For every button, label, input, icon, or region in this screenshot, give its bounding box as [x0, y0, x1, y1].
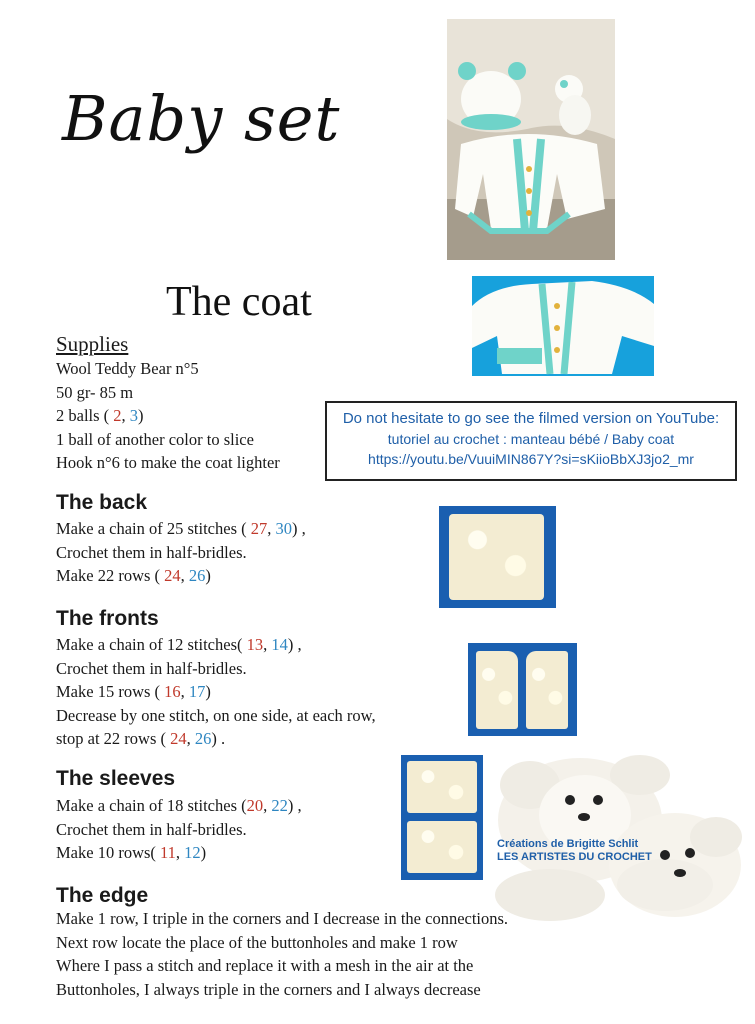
instruction-line: Make a chain of 18 stitches (20, 22) , [56, 796, 302, 815]
instruction-line: Make 22 rows ( 24, 26) [56, 566, 211, 585]
page-title: Baby set [62, 82, 341, 155]
instruction-line: Crochet them in half-bridles. [56, 819, 247, 839]
sleeve-piece-top [407, 761, 477, 813]
youtube-link[interactable]: https://youtu.be/VuuiMIN867Y?si=sKiioBbXJ3jo2_mr [368, 451, 694, 467]
front-piece-right [526, 651, 568, 729]
instruction-line: Make 15 rows ( 16, 17) [56, 682, 211, 701]
supply-line: 2 balls ( 2, 3) [56, 406, 144, 425]
youtube-note-box [325, 401, 737, 481]
supply-line: Wool Teddy Bear n°5 [56, 359, 199, 378]
coat-photo-drawing [472, 276, 654, 376]
edge-heading: The edge [56, 884, 149, 907]
sleeves-pieces-photo [401, 755, 483, 880]
coat-photo [472, 276, 654, 376]
instruction-line: Decrease by one stitch, on one side, at each row, [56, 705, 376, 725]
instruction-line: Next row locate the place of the buttonholes and make 1 row [56, 932, 458, 952]
plush-dogs-image [490, 745, 748, 927]
credit-group: LES ARTISTES DU CROCHET [497, 851, 652, 863]
instruction-line: Make 10 rows( 11, 12) [56, 843, 207, 862]
instruction-line: Crochet them in half-bridles. [56, 658, 247, 678]
sleeve-piece-bottom [407, 821, 477, 873]
supplies-list [56, 357, 280, 475]
back-piece-yarn [449, 514, 544, 600]
fronts-pieces-photo [468, 643, 577, 736]
fronts-instructions [56, 633, 376, 751]
youtube-note-intro: Do not hesitate to go see the filmed version on YouTube: [342, 410, 720, 427]
instruction-line: Where I pass a stitch and replace it with a mesh in the air at the [56, 956, 474, 975]
edge-instructions [56, 907, 508, 1001]
supply-line: Hook n°6 to make the coat lighter [56, 453, 280, 472]
instruction-line: Make a chain of 25 stitches ( 27, 30) , [56, 519, 306, 538]
instruction-line: Crochet them in half-bridles. [56, 542, 247, 562]
youtube-video-title: tutoriel au crochet : manteau bébé / Baby coat [387, 431, 675, 447]
back-piece-photo [439, 506, 556, 608]
back-instructions [56, 517, 306, 588]
baby-set-photo [447, 19, 615, 260]
fronts-heading: The fronts [56, 607, 159, 630]
plush-dogs-drawing [490, 745, 748, 927]
instruction-line: stop at 22 rows ( 24, 26) . [56, 729, 226, 748]
sleeves-instructions [56, 794, 302, 865]
supply-line: 1 ball of another color to slice [56, 429, 254, 449]
instruction-line: Make a chain of 12 stitches( 13, 14) , [56, 635, 302, 654]
coat-title: The coat [166, 279, 312, 325]
supply-line: 50 gr- 85 m [56, 382, 134, 402]
sleeves-heading: The sleeves [56, 767, 176, 790]
front-piece-left [476, 651, 518, 729]
baby-set-photo-drawing [447, 19, 615, 260]
instruction-line: Make 1 row, I triple in the corners and I decrease in the connections. [56, 909, 509, 928]
instruction-line: Buttonholes, I always triple in the corners and I always decrease [56, 979, 481, 999]
credit-label [497, 838, 652, 864]
back-heading: The back [56, 491, 148, 514]
credit-author: Créations de Brigitte Schlit [497, 838, 639, 850]
supplies-heading: Supplies [56, 332, 129, 356]
